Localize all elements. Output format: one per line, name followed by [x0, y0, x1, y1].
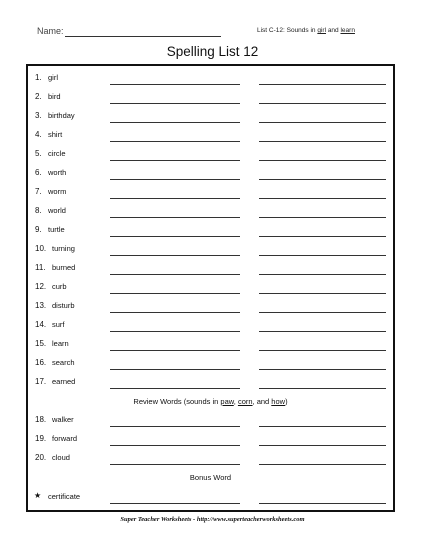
word-row	[28, 280, 393, 294]
word-row	[28, 109, 393, 123]
write-line	[110, 445, 240, 446]
list-id	[257, 27, 355, 34]
bonus-row	[28, 490, 393, 504]
word-text: worm	[48, 187, 67, 196]
word-row	[28, 375, 393, 389]
write-line	[259, 445, 386, 446]
write-line	[110, 122, 240, 123]
write-line	[259, 503, 386, 504]
write-line	[110, 84, 240, 85]
review-sep2: , and	[252, 397, 272, 406]
word-row	[28, 318, 393, 332]
word-number: 12.	[35, 282, 47, 291]
write-line	[110, 141, 240, 142]
write-line	[259, 84, 386, 85]
word-text: shirt	[48, 130, 63, 139]
write-line	[110, 426, 240, 427]
write-line	[110, 255, 240, 256]
write-line	[110, 160, 240, 161]
word-number: 1.	[35, 73, 42, 82]
word-number: 4.	[35, 130, 42, 139]
write-line	[259, 217, 386, 218]
list-id-and: and	[326, 27, 341, 34]
word-number: 17.	[35, 377, 47, 386]
review-heading	[28, 397, 393, 406]
page-title: Spelling List 12	[166, 44, 259, 59]
word-number: 5.	[35, 149, 42, 158]
list-id-word2: learn	[340, 27, 355, 34]
word-number: 18.	[35, 415, 47, 424]
write-line	[110, 369, 240, 370]
write-line	[259, 350, 386, 351]
word-row	[28, 204, 393, 218]
word-text: worth	[48, 168, 67, 177]
review-row	[28, 413, 393, 427]
write-line	[110, 236, 240, 237]
word-number: 9.	[35, 225, 42, 234]
write-line	[110, 312, 240, 313]
write-line	[110, 350, 240, 351]
word-row	[28, 185, 393, 199]
write-line	[110, 464, 240, 465]
write-line	[110, 103, 240, 104]
word-number: 11.	[35, 263, 46, 272]
word-text: forward	[52, 434, 78, 443]
write-line	[110, 331, 240, 332]
word-frame	[26, 64, 395, 512]
word-number: 13.	[35, 301, 47, 310]
word-text: earned	[52, 377, 76, 386]
word-row	[28, 242, 393, 256]
footer: Super Teacher Worksheets - http://www.superteacherworksheets.com	[120, 516, 305, 523]
write-line	[110, 293, 240, 294]
word-text: cloud	[52, 453, 70, 462]
word-text: learn	[52, 339, 69, 348]
review-row	[28, 451, 393, 465]
write-line	[259, 198, 386, 199]
word-row	[28, 261, 393, 275]
review-word-how: how	[271, 397, 286, 406]
write-line	[259, 103, 386, 104]
word-text: turning	[52, 244, 75, 253]
review-row	[28, 432, 393, 446]
write-line	[259, 122, 386, 123]
review-prefix: Review Words (sounds in	[133, 397, 221, 406]
word-row	[28, 166, 393, 180]
word-row	[28, 223, 393, 237]
list-id-word1: girl	[317, 27, 327, 34]
list-id-prefix: List C-12: Sounds in	[257, 27, 318, 34]
word-text: walker	[52, 415, 74, 424]
word-text: turtle	[48, 225, 65, 234]
name-line	[65, 36, 221, 37]
word-number: 8.	[35, 206, 42, 215]
word-number: 20.	[35, 453, 47, 462]
name-label: Name:	[37, 26, 64, 36]
word-number: 19.	[35, 434, 47, 443]
write-line	[259, 426, 386, 427]
write-line	[259, 236, 386, 237]
word-number: 7.	[35, 187, 42, 196]
word-row	[28, 337, 393, 351]
word-number: 10.	[35, 244, 47, 253]
word-text: circle	[48, 149, 66, 158]
write-line	[110, 217, 240, 218]
write-line	[110, 198, 240, 199]
word-text: world	[48, 206, 66, 215]
word-number: 16.	[35, 358, 47, 367]
write-line	[110, 274, 240, 275]
word-text: certificate	[48, 492, 81, 501]
review-sep1: ,	[233, 397, 238, 406]
write-line	[259, 274, 386, 275]
write-line	[259, 179, 386, 180]
word-row	[28, 299, 393, 313]
review-word-paw: paw	[220, 397, 234, 406]
header	[37, 22, 397, 38]
word-row	[28, 128, 393, 142]
write-line	[110, 179, 240, 180]
write-line	[259, 255, 386, 256]
word-text: disturb	[52, 301, 75, 310]
write-line	[110, 503, 240, 504]
write-line	[259, 331, 386, 332]
word-text: birthday	[48, 111, 75, 120]
word-number: 3.	[35, 111, 42, 120]
write-line	[259, 464, 386, 465]
word-number: 6.	[35, 168, 42, 177]
word-text: bird	[48, 92, 61, 101]
word-text: curb	[52, 282, 67, 291]
word-number: 2.	[35, 92, 42, 101]
word-row	[28, 90, 393, 104]
write-line	[259, 388, 386, 389]
word-row	[28, 356, 393, 370]
review-suffix: )	[285, 397, 288, 406]
write-line	[110, 388, 240, 389]
word-row	[28, 147, 393, 161]
word-text: burned	[52, 263, 76, 272]
word-text: girl	[48, 73, 59, 82]
word-text: surf	[52, 320, 65, 329]
write-line	[259, 293, 386, 294]
word-number: 15.	[35, 339, 47, 348]
word-row	[28, 71, 393, 85]
star-icon: ★	[34, 491, 42, 500]
write-line	[259, 312, 386, 313]
write-line	[259, 141, 386, 142]
word-number: 14.	[35, 320, 47, 329]
write-line	[259, 369, 386, 370]
review-word-corn: corn	[237, 397, 253, 406]
word-text: search	[52, 358, 75, 367]
write-line	[259, 160, 386, 161]
bonus-heading: Bonus Word	[189, 473, 232, 482]
